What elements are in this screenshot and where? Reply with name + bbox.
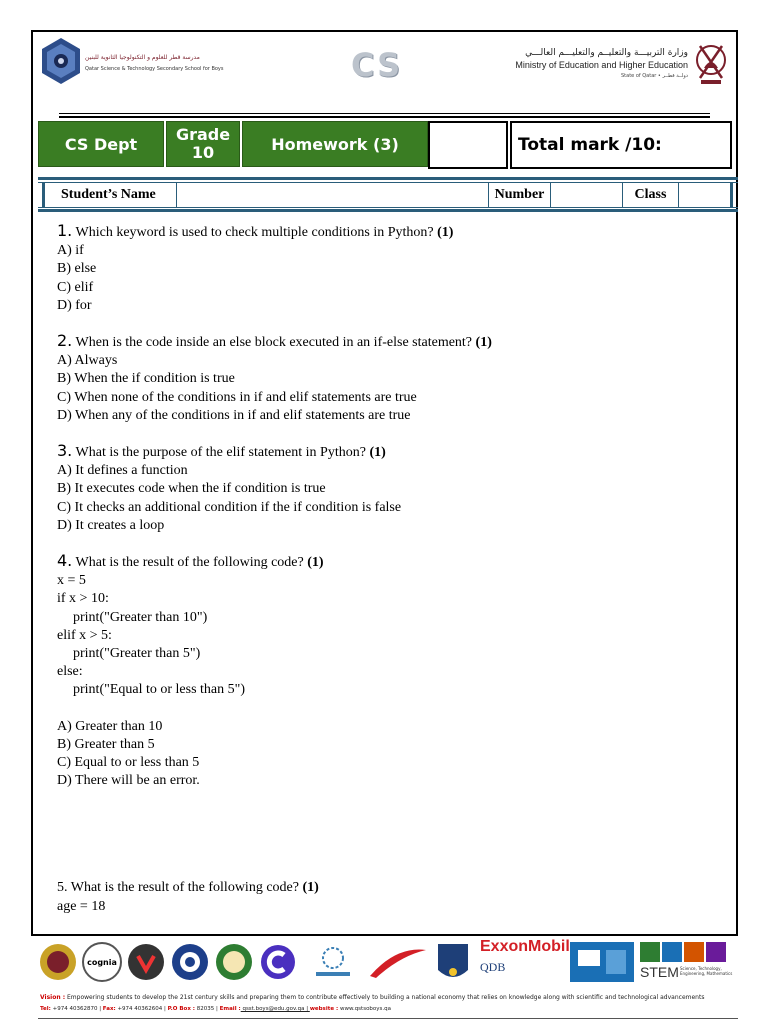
student-row-top-rule	[38, 177, 738, 180]
contact-line	[40, 1006, 740, 1012]
question-mark: (1)	[302, 880, 319, 896]
tel-label: Tel:	[40, 1006, 51, 1012]
qdb-logo: QDB	[480, 960, 506, 974]
code-line: print("Equal to or less than 5")	[73, 682, 246, 698]
question-stem	[57, 879, 727, 897]
question-mark: (1)	[307, 555, 324, 571]
footer-bottom-rule	[38, 1018, 738, 1019]
header-divider-thick	[59, 116, 710, 118]
code-line: elif x > 5:	[57, 627, 112, 643]
number-field[interactable]	[550, 183, 622, 207]
accreditation-logo-icon	[126, 942, 166, 982]
homework-label: Homework (3)	[271, 134, 399, 154]
footer-divider	[31, 934, 738, 936]
option: B) When the if condition is true	[57, 371, 235, 387]
class-label: Class	[634, 187, 667, 202]
student-name-label: Student’s Name	[61, 187, 156, 202]
grade-cell	[166, 121, 240, 167]
header-divider	[59, 113, 710, 114]
class-field[interactable]	[678, 183, 730, 207]
option: A) Greater than 10	[57, 718, 163, 734]
stem-icons	[640, 940, 728, 964]
question-2	[57, 332, 727, 425]
code-line: if x > 10:	[57, 591, 109, 607]
pobox-value: 82035 |	[195, 1006, 220, 1012]
seal-green-icon	[214, 942, 254, 982]
question-number: 2.	[57, 331, 73, 351]
question-number: 4.	[57, 551, 73, 571]
fax-value: +974 40362604 |	[115, 1006, 168, 1012]
question-text: What is the purpose of the elif statement in Python?	[72, 445, 366, 461]
total-mark-label: Total mark /10:	[518, 135, 662, 155]
option: C) Equal to or less than 5	[57, 755, 200, 771]
student-row-bottom-rule	[38, 209, 738, 212]
question-mark: (1)	[369, 445, 386, 461]
option: D) There will be an error.	[57, 773, 200, 789]
class-label-cell	[622, 183, 678, 207]
question-number: 1.	[57, 221, 73, 240]
cognia-logo	[82, 942, 122, 982]
seal-blue-icon	[170, 942, 210, 982]
grade-value: 10	[191, 143, 215, 162]
partner-seal-icon	[38, 942, 78, 982]
homework-cell	[242, 121, 428, 167]
website-link[interactable]: www.qstsoboys.qa	[338, 1006, 392, 1012]
grade-label: Grade	[175, 125, 231, 144]
number-label-cell	[488, 183, 550, 207]
total-mark-cell	[510, 121, 732, 169]
ministry-name-arabic: وزارة التربيـــة والتعليــم والتعليـــم العالـــي	[525, 48, 688, 58]
question-4	[57, 552, 727, 790]
row-end-rule	[730, 183, 738, 207]
option: C) When none of the conditions in if and elif statements are true	[57, 389, 417, 405]
number-label: Number	[494, 187, 545, 202]
swoosh-logo-icon	[366, 946, 430, 980]
question-text: When is the code inside an else block executed in an if-else statement?	[72, 335, 473, 351]
option: B) It executes code when the if condition is true	[57, 481, 326, 497]
question-mark: (1)	[475, 335, 492, 351]
ministry-state: State of Qatar • دولــة قطــر	[621, 73, 688, 79]
page-frame	[31, 30, 738, 934]
option: A) It defines a function	[57, 463, 188, 479]
questions-section	[57, 222, 727, 916]
fax-label: Fax:	[102, 1006, 116, 1012]
vision-label: Vision :	[40, 994, 66, 1001]
school-name-arabic: مدرسة قطر للعلوم و التكنولوجيا الثانوية للبنين	[85, 54, 200, 61]
question-stem	[57, 552, 727, 572]
school-name-english: Qatar Science & Technology Secondary School for Boys	[85, 66, 224, 72]
option: C) It checks an additional condition if the if condition is false	[57, 499, 402, 515]
code-line: else:	[57, 664, 83, 680]
question-text: What is the result of the following code?	[67, 880, 299, 896]
unesco-logo-icon	[570, 942, 634, 982]
option: D) It creates a loop	[57, 517, 165, 533]
student-name-label-cell	[42, 183, 176, 207]
question-stem	[57, 332, 727, 352]
ministry-name-english: Ministry of Education and Higher Education	[515, 60, 688, 70]
school-logo-icon	[39, 36, 83, 86]
question-1	[57, 222, 727, 315]
code-line: print("Greater than 5")	[73, 646, 201, 662]
code-line: age = 18	[57, 898, 106, 914]
option: D) for	[57, 297, 92, 313]
exxonmobil-logo: ExxonMobil	[480, 938, 570, 955]
shield-logo-icon	[436, 942, 470, 984]
option: A) Always	[57, 353, 118, 369]
stem-subtitle: Science, Technology, Engineering, Mathematics	[680, 966, 733, 976]
dept-label: CS Dept	[64, 134, 138, 154]
question-number: 5.	[57, 880, 68, 896]
question-5	[57, 879, 727, 915]
code-line: print("Greater than 10")	[73, 609, 208, 625]
c-logo-icon	[260, 944, 296, 980]
option: B) else	[57, 261, 97, 277]
question-text: What is the result of the following code?	[72, 555, 304, 571]
option: D) When any of the conditions in if and elif statements are true	[57, 407, 411, 423]
qatar-emblem-icon	[692, 38, 730, 88]
vision-statement	[40, 994, 740, 1001]
cs-logo: CS	[351, 46, 403, 84]
email-label: Email :	[219, 1006, 241, 1012]
option: B) Greater than 5	[57, 736, 155, 752]
question-3	[57, 442, 727, 535]
email-link[interactable]: qsst.boys@edu.gov.qa |	[240, 1006, 310, 1012]
tel-value: +974 40362870 |	[50, 1006, 103, 1012]
code-line: x = 5	[57, 573, 86, 589]
option: C) elif	[57, 279, 94, 295]
dept-cell	[38, 121, 164, 167]
question-text: Which keyword is used to check multiple conditions in Python?	[72, 225, 434, 240]
question-number: 3.	[57, 441, 73, 461]
blank-cell	[428, 121, 508, 169]
partner-logos	[36, 938, 736, 984]
title-bar	[38, 121, 733, 169]
option: A) if	[57, 243, 84, 259]
question-mark: (1)	[437, 225, 454, 240]
pobox-label: P.O Box :	[167, 1006, 195, 1012]
vision-text: Empowering students to develop the 21st century skills and preparing them to contribute effectively to building a national economy that relies on knowledge along with scientific and technological advancements	[65, 994, 705, 1001]
student-info-row	[38, 182, 738, 208]
page-header	[33, 32, 736, 118]
website-label: website :	[309, 1006, 339, 1012]
question-stem	[57, 442, 727, 462]
question-stem	[57, 222, 727, 242]
cognia-text: cognia	[87, 957, 117, 967]
award-logo-icon	[308, 942, 358, 982]
student-name-field[interactable]	[176, 183, 488, 207]
stem-logo: STEM	[640, 964, 679, 980]
